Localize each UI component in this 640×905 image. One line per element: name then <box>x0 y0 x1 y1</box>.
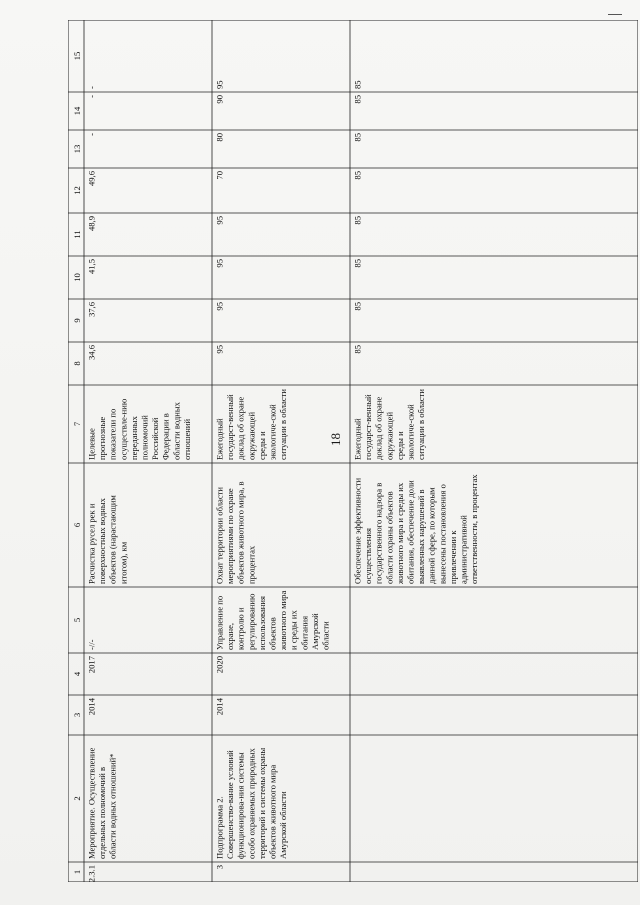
table-cell: 34,6 <box>86 345 97 361</box>
table-cell: Целевыепрогнозныепоказатели поосуществле-ниюпереданныхполномочийРоссийскойФедерации вобласти водныхотношений <box>86 398 192 460</box>
column-number: 1 <box>72 869 82 875</box>
table-cell: 70 <box>214 171 225 180</box>
table-cell: - <box>86 95 97 98</box>
table-cell: Мероприятие. Осуществлениеотдельных полномочий вобласти водных отношений* <box>86 747 118 859</box>
table-cell: 2.3.1 <box>86 865 97 882</box>
table-cell: 85 <box>352 171 363 180</box>
table-cell: 48,9 <box>86 216 97 232</box>
column-number: 13 <box>72 144 82 154</box>
column-number: 14 <box>72 106 82 116</box>
table-cell: 95 <box>214 302 225 311</box>
table-cell: 90 <box>214 95 225 104</box>
column-number: 5 <box>72 617 82 623</box>
table-cell: 95 <box>214 216 225 225</box>
column-number: 4 <box>72 671 82 677</box>
table-cell: 85 <box>352 95 363 104</box>
table-cell: 85 <box>352 216 363 225</box>
table-cell: Обеспечение эффективностиосуществлениягосударственного надзора вобласти охраны объектовживотного мира и среды ихобитания, обеспечение доливыявленных нарушений вданной сфере, по которымвынесены постановления опривлечении кадминистративнойответственности, в процентах <box>352 474 480 584</box>
table-cell: 85 <box>352 302 363 311</box>
table-cell: 85 <box>352 133 363 142</box>
table-cell: Расчистка русел рек иповерхностных водныхобъектов (нарастающимитогом), км <box>86 495 129 584</box>
table-cell: Ежегодныйгосударст-венныйдоклад об охранеокружающейсреды иэкологиче-скойситуации в области <box>352 389 427 460</box>
column-number: 10 <box>72 273 82 282</box>
table-cell: Подпрограмма 2.Совершенство-вание условийфункционирова-ния системыособо охраняемых природныхтерриторий и системы охраныобъектов животного мираАмурской области <box>214 747 289 859</box>
table-cell: 85 <box>352 345 363 354</box>
table-cell: 95 <box>214 80 225 89</box>
table-cell: 2020 <box>214 656 225 674</box>
table-cell: 2017 <box>86 656 97 674</box>
table-cell: 2014 <box>214 698 225 716</box>
column-number: 11 <box>72 230 82 239</box>
table-cell: 95 <box>214 259 225 268</box>
table-cell: 2014 <box>86 698 97 716</box>
table-cell: - <box>86 86 97 89</box>
table-cell: 49,6 <box>86 171 97 187</box>
data-table <box>68 20 638 882</box>
table-cell: 85 <box>352 259 363 268</box>
scan-mark <box>608 4 622 15</box>
table-cell: - <box>86 133 97 136</box>
table-cell: -//- <box>86 639 97 650</box>
table-cell: 37,6 <box>86 302 97 318</box>
column-number: 8 <box>72 361 82 366</box>
column-number: 6 <box>72 522 82 528</box>
table-cell: Охват территории областимероприятиями по охранеобъектов животного мира, впроцентах <box>214 481 257 584</box>
table-cell: 41,5 <box>86 259 97 275</box>
page-number: 18 <box>328 433 343 446</box>
column-number: 12 <box>72 186 82 195</box>
column-number: 3 <box>72 712 82 718</box>
table-cell: 85 <box>352 80 363 89</box>
table-cell: 80 <box>214 133 225 142</box>
column-number: 9 <box>72 318 82 323</box>
table-cell: Управление поохране,контролю ирегулированиюиспользованияобъектовживотного мираи среды ихобитанияАмурскойобласти <box>214 590 331 650</box>
table-cell: Ежегодныйгосударст-венныйдоклад об охранеокружающейсреды иэкологиче-скойситуации в области <box>214 389 289 460</box>
table-cell: 95 <box>214 345 225 354</box>
table-cell: 3 <box>214 865 225 870</box>
column-number: 15 <box>72 51 82 61</box>
column-number: 7 <box>72 421 82 427</box>
column-number: 2 <box>72 796 82 801</box>
